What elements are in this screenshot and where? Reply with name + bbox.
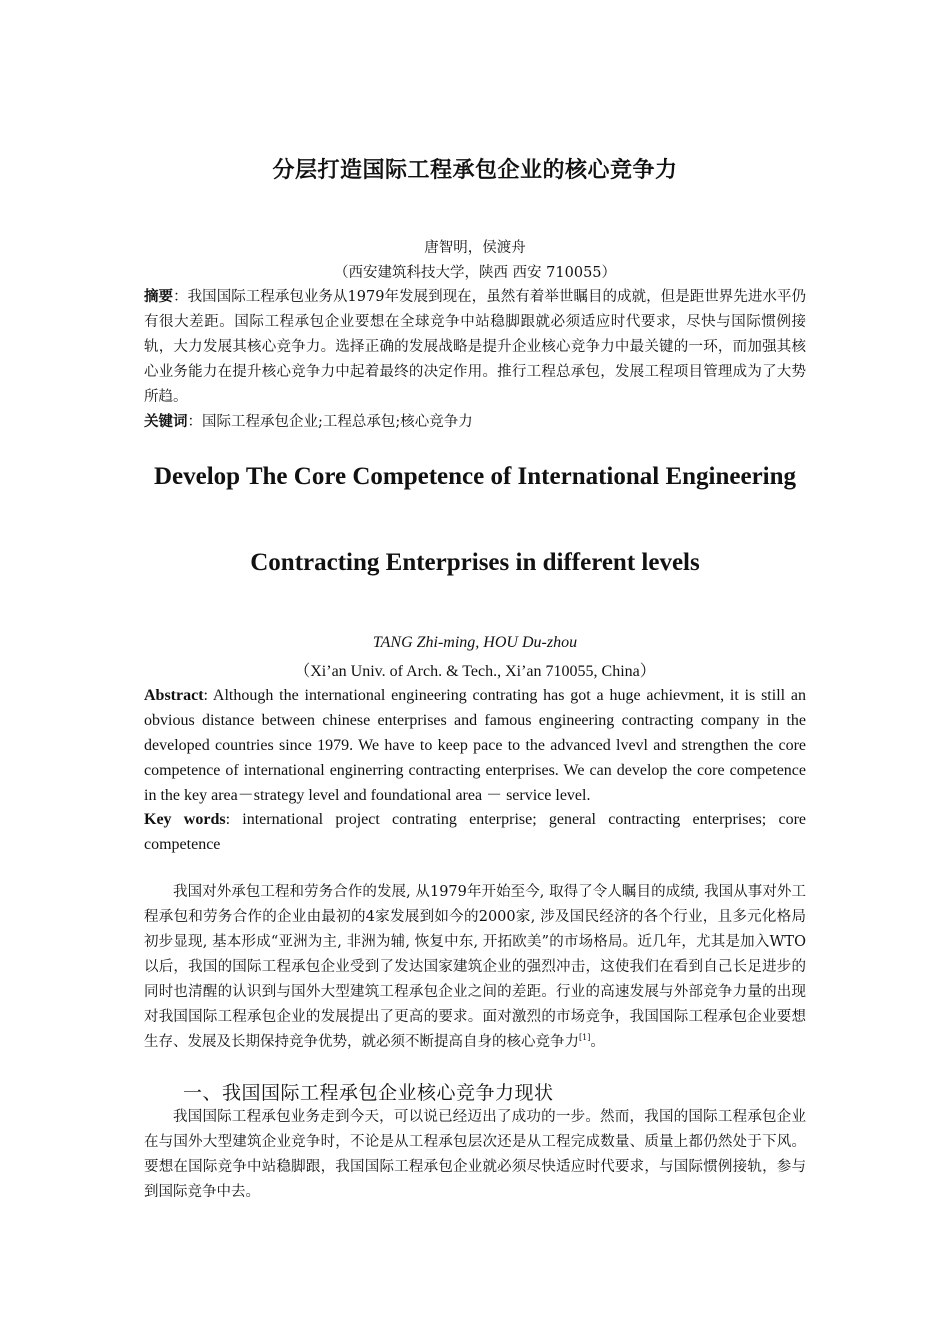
section1-heading: 一、我国国际工程承包企业核心竞争力现状 [183, 1082, 554, 1104]
keywords-en [144, 807, 806, 857]
keywords-cn-text: ：国际工程承包企业;工程总承包;核心竞争力 [187, 414, 473, 430]
keywords-cn [144, 410, 806, 435]
citation-ref: [1] [579, 1033, 591, 1043]
keywords-en-text: : international project contrating enterprise; general contracting enterprises; core competence [144, 811, 806, 853]
abstract-cn-label: 摘要 [144, 289, 174, 305]
keywords-en-label: Key words [144, 811, 226, 828]
intro-paragraph [144, 880, 806, 1055]
intro-end: 。 [590, 1034, 605, 1050]
affiliation-en: （Xi’an Univ. of Arch. & Tech., Xi’an 710055, China） [294, 663, 656, 680]
authors-en: TANG Zhi-ming, HOU Du-zhou [372, 634, 578, 651]
title-cn: 分层打造国际工程承包企业的核心竞争力 [272, 158, 678, 183]
section1-paragraph: 我国国际工程承包业务走到今天，可以说已经迈出了成功的一步。然而，我国的国际工程承包企业在与国外大型建筑企业竞争时，不论是从工程承包层次还是从工程完成数量、质量上都仍然处于下风。要想在国际竞争中站稳脚跟，我国国际工程承包企业就必须尽快适应时代要求，与国际惯例接轨，参与到国际竞争中去。 [144, 1109, 806, 1200]
title-en-line1: Develop The Core Competence of International Engineering [153, 463, 797, 490]
title-en-line2: Contracting Enterprises in different levels [250, 549, 700, 576]
abstract-en-text: : Although the international engineering contrating has got a huge achievment, it is still an obvious distance between chinese enterprises and famous engineering contracting company in the developed countries since 1979. We have to keep pace to the advanced lvevl and strengthen the core competence of international enginerring contracting enterprises. We can develop the core competence in the key area－strategy level and foundational area － service level. [144, 687, 806, 804]
abstract-cn-text: ：我国国际工程承包业务从1979年发展到现在，虽然有着举世瞩目的成就，但是距世界先进水平仍有很大差距。国际工程承包企业要想在全球竞争中站稳脚跟就必须适应时代要求，尽快与国际惯例接轨，大力发展其核心竞争力。选择正确的发展战略是提升企业核心竞争力中最关键的一环，而加强其核心业务能力在提升核心竞争力中起着最终的决定作用。推行工程总承包，发展工程项目管理成为了大势所趋。 [144, 289, 806, 405]
affiliation-cn: （西安建筑科技大学，陕西 西安 710055） [333, 265, 617, 281]
abstract-en [144, 683, 806, 808]
authors-cn: 唐智明，侯渡舟 [424, 240, 526, 256]
abstract-cn [144, 285, 806, 410]
abstract-en-label: Abstract [144, 687, 204, 704]
intro-text: 我国对外承包工程和劳务合作的发展, 从1979年开始至今, 取得了令人瞩目的成绩, 我国从事对外工程承包和劳务合作的企业由最初的4家发展到如今的2000家, 涉及国民经济的各个行业，且多元化格局初步显现, 基本形成“亚洲为主, 非洲为辅, 恢复中东, 开拓欧美”的市场格局。近几年，尤其是加入WTO以后，我国的国际工程承包企业受到了发达国家建筑企业的强烈冲击，这使我们在看到自己长足进步的同时也清醒的认识到与国外大型建筑工程承包企业之间的差距。行业的高速发展与外部竞争力量的出现对我国国际工程承包企业的发展提出了更高的要求。面对激烈的市场竞争，我国国际工程承包企业要想生存、发展及长期保持竞争优势，就必须不断提高自身的核心竞争力 [144, 884, 806, 1050]
keywords-cn-label: 关键词 [144, 414, 188, 430]
